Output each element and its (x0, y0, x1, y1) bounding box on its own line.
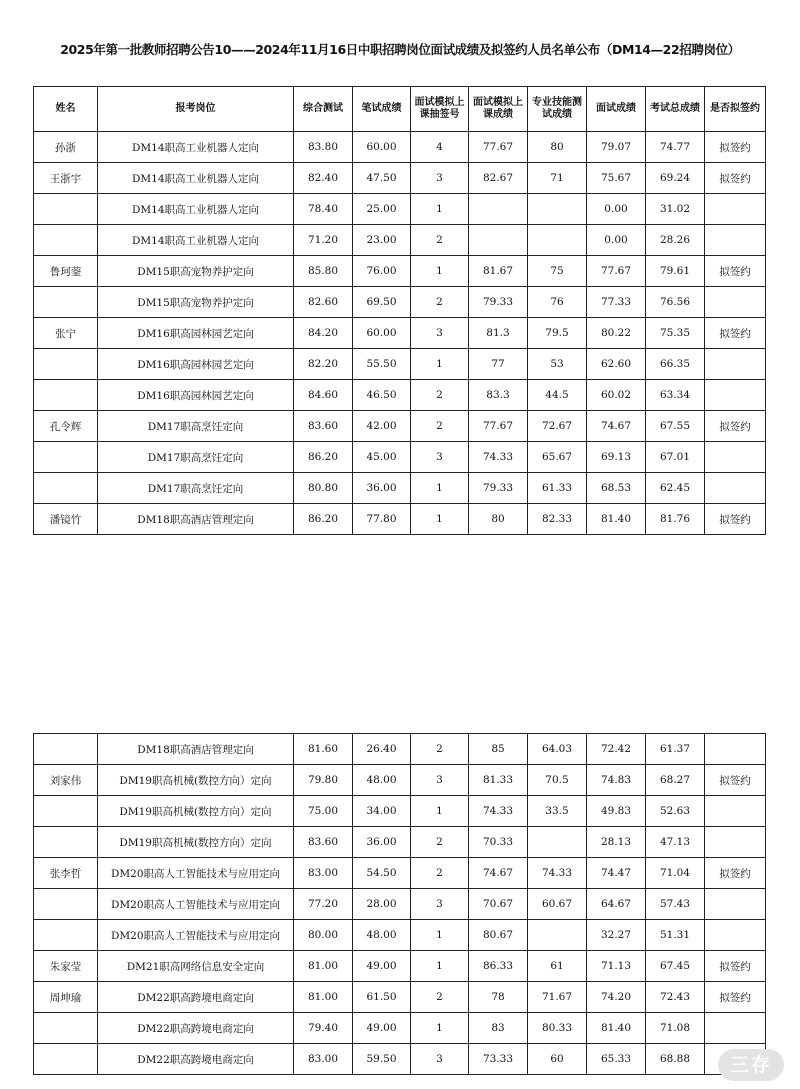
cell-skill-test-score: 75 (528, 256, 587, 287)
cell-draw-number: 1 (411, 194, 469, 225)
header-position: 报考岗位 (98, 87, 294, 132)
cell-mock-lesson-score: 74.33 (469, 442, 528, 473)
cell-sign-status: 拟签约 (705, 951, 766, 982)
header-comprehensive-test: 综合测试 (294, 87, 353, 132)
table-row (34, 132, 766, 163)
cell-mock-lesson-score: 83 (469, 1013, 528, 1044)
cell-position: DM22职高跨境电商定向 (98, 982, 294, 1013)
cell-skill-test-score: 72.67 (528, 411, 587, 442)
cell-draw-number: 1 (411, 1013, 469, 1044)
header-total-score: 考试总成绩 (646, 87, 705, 132)
cell-sign-status: 拟签约 (705, 504, 766, 535)
cell-draw-number: 3 (411, 889, 469, 920)
cell-total-score: 72.43 (646, 982, 705, 1013)
cell-skill-test-score: 71.67 (528, 982, 587, 1013)
cell-comprehensive-test: 83.00 (294, 858, 353, 889)
cell-interview-score: 74.67 (587, 411, 646, 442)
cell-comprehensive-test: 71.20 (294, 225, 353, 256)
cell-draw-number: 4 (411, 132, 469, 163)
cell-written-score: 77.80 (353, 504, 411, 535)
cell-name (34, 734, 98, 765)
cell-draw-number: 1 (411, 473, 469, 504)
cell-interview-score: 68.53 (587, 473, 646, 504)
cell-position: DM21职高网络信息安全定向 (98, 951, 294, 982)
cell-mock-lesson-score: 83.3 (469, 380, 528, 411)
cell-mock-lesson-score: 80 (469, 504, 528, 535)
cell-interview-score: 0.00 (587, 194, 646, 225)
cell-draw-number: 1 (411, 951, 469, 982)
cell-comprehensive-test: 83.60 (294, 827, 353, 858)
cell-skill-test-score: 60.67 (528, 889, 587, 920)
cell-mock-lesson-score: 82.67 (469, 163, 528, 194)
cell-skill-test-score: 80.33 (528, 1013, 587, 1044)
cell-name (34, 889, 98, 920)
cell-sign-status: 拟签约 (705, 163, 766, 194)
header-name: 姓名 (34, 87, 98, 132)
cell-interview-score: 49.83 (587, 796, 646, 827)
cell-draw-number: 2 (411, 827, 469, 858)
cell-sign-status (705, 1013, 766, 1044)
cell-position: DM14职高工业机器人定向 (98, 163, 294, 194)
cell-name (34, 1013, 98, 1044)
cell-interview-score: 60.02 (587, 380, 646, 411)
table-row (34, 858, 766, 889)
cell-mock-lesson-score: 77.67 (469, 132, 528, 163)
cell-written-score: 61.50 (353, 982, 411, 1013)
cell-name (34, 225, 98, 256)
cell-total-score: 76.56 (646, 287, 705, 318)
cell-position: DM17职高烹饪定向 (98, 473, 294, 504)
cell-written-score: 60.00 (353, 318, 411, 349)
cell-mock-lesson-score: 70.67 (469, 889, 528, 920)
table-row (34, 1013, 766, 1044)
cell-sign-status: 拟签约 (705, 256, 766, 287)
cell-comprehensive-test: 82.60 (294, 287, 353, 318)
cell-draw-number: 2 (411, 858, 469, 889)
cell-sign-status (705, 225, 766, 256)
cell-written-score: 49.00 (353, 1013, 411, 1044)
cell-sign-status (705, 473, 766, 504)
table-row (34, 225, 766, 256)
cell-comprehensive-test: 84.60 (294, 380, 353, 411)
cell-sign-status (705, 920, 766, 951)
cell-comprehensive-test: 80.00 (294, 920, 353, 951)
cell-mock-lesson-score: 73.33 (469, 1044, 528, 1075)
cell-name: 朱家莹 (34, 951, 98, 982)
cell-draw-number: 2 (411, 982, 469, 1013)
header-sign-status: 是否拟签约 (705, 87, 766, 132)
header-row (34, 87, 766, 132)
cell-total-score: 66.35 (646, 349, 705, 380)
cell-position: DM20职高人工智能技术与应用定向 (98, 858, 294, 889)
cell-total-score: 47.13 (646, 827, 705, 858)
cell-written-score: 36.00 (353, 473, 411, 504)
cell-draw-number: 1 (411, 256, 469, 287)
table-row (34, 256, 766, 287)
cell-comprehensive-test: 80.80 (294, 473, 353, 504)
header-skill-test-score: 专业技能测试成绩 (528, 87, 587, 132)
cell-position: DM15职高宠物养护定向 (98, 256, 294, 287)
cell-comprehensive-test: 81.00 (294, 951, 353, 982)
cell-total-score: 71.04 (646, 858, 705, 889)
cell-name (34, 194, 98, 225)
table-row (34, 411, 766, 442)
cell-interview-score: 65.33 (587, 1044, 646, 1075)
cell-name: 王浙宇 (34, 163, 98, 194)
cell-written-score: 28.00 (353, 889, 411, 920)
cell-written-score: 55.50 (353, 349, 411, 380)
cell-interview-score: 74.20 (587, 982, 646, 1013)
cell-skill-test-score (528, 920, 587, 951)
cell-skill-test-score: 53 (528, 349, 587, 380)
cell-sign-status (705, 796, 766, 827)
cell-total-score: 28.26 (646, 225, 705, 256)
cell-sign-status (705, 889, 766, 920)
cell-written-score: 23.00 (353, 225, 411, 256)
cell-skill-test-score: 64.03 (528, 734, 587, 765)
table-row (34, 380, 766, 411)
table-row (34, 982, 766, 1013)
cell-written-score: 59.50 (353, 1044, 411, 1075)
cell-total-score: 71.08 (646, 1013, 705, 1044)
cell-position: DM19职高机械(数控方向）定向 (98, 827, 294, 858)
cell-comprehensive-test: 83.60 (294, 411, 353, 442)
cell-sign-status (705, 287, 766, 318)
cell-written-score: 54.50 (353, 858, 411, 889)
cell-written-score: 26.40 (353, 734, 411, 765)
cell-comprehensive-test: 81.60 (294, 734, 353, 765)
cell-sign-status (705, 194, 766, 225)
cell-position: DM20职高人工智能技术与应用定向 (98, 920, 294, 951)
table-row (34, 287, 766, 318)
cell-total-score: 79.61 (646, 256, 705, 287)
cell-sign-status (705, 380, 766, 411)
cell-total-score: 67.45 (646, 951, 705, 982)
cell-position: DM20职高人工智能技术与应用定向 (98, 889, 294, 920)
cell-mock-lesson-score: 79.33 (469, 473, 528, 504)
cell-name: 刘家伟 (34, 765, 98, 796)
table-row (34, 765, 766, 796)
cell-name: 张宁 (34, 318, 98, 349)
cell-total-score: 51.31 (646, 920, 705, 951)
cell-written-score: 47.50 (353, 163, 411, 194)
cell-total-score: 67.55 (646, 411, 705, 442)
cell-sign-status (705, 734, 766, 765)
cell-interview-score: 62.60 (587, 349, 646, 380)
cell-mock-lesson-score: 79.33 (469, 287, 528, 318)
cell-sign-status (705, 827, 766, 858)
cell-position: DM22职高跨境电商定向 (98, 1044, 294, 1075)
cell-interview-score: 81.40 (587, 1013, 646, 1044)
cell-name: 潘镜竹 (34, 504, 98, 535)
cell-interview-score: 32.27 (587, 920, 646, 951)
cell-skill-test-score (528, 225, 587, 256)
table-row (34, 318, 766, 349)
cell-written-score: 48.00 (353, 765, 411, 796)
cell-comprehensive-test: 75.00 (294, 796, 353, 827)
cell-total-score: 81.76 (646, 504, 705, 535)
cell-written-score: 46.50 (353, 380, 411, 411)
cell-comprehensive-test: 82.20 (294, 349, 353, 380)
cell-name: 张李哲 (34, 858, 98, 889)
cell-position: DM16职高园林园艺定向 (98, 318, 294, 349)
cell-sign-status (705, 442, 766, 473)
cell-total-score: 74.77 (646, 132, 705, 163)
header-written-score: 笔试成绩 (353, 87, 411, 132)
cell-interview-score: 69.13 (587, 442, 646, 473)
cell-interview-score: 64.67 (587, 889, 646, 920)
table-row (34, 1044, 766, 1075)
table-row (34, 827, 766, 858)
cell-skill-test-score: 61 (528, 951, 587, 982)
header-interview-score: 面试成绩 (587, 87, 646, 132)
cell-skill-test-score: 44.5 (528, 380, 587, 411)
cell-mock-lesson-score: 81.33 (469, 765, 528, 796)
cell-mock-lesson-score: 70.33 (469, 827, 528, 858)
cell-position: DM16职高园林园艺定向 (98, 380, 294, 411)
table-row (34, 734, 766, 765)
cell-skill-test-score: 76 (528, 287, 587, 318)
cell-mock-lesson-score: 80.67 (469, 920, 528, 951)
cell-total-score: 57.43 (646, 889, 705, 920)
cell-mock-lesson-score (469, 194, 528, 225)
cell-skill-test-score: 61.33 (528, 473, 587, 504)
cell-sign-status: 拟签约 (705, 765, 766, 796)
cell-interview-score: 0.00 (587, 225, 646, 256)
cell-draw-number: 1 (411, 349, 469, 380)
cell-name (34, 1044, 98, 1075)
page-title: 2025年第一批教师招聘公告10——2024年11月16日中职招聘岗位面试成绩及拟签约人员名单公布（DM14—22招聘岗位） (60, 42, 740, 57)
cell-interview-score: 79.07 (587, 132, 646, 163)
cell-position: DM15职高宠物养护定向 (98, 287, 294, 318)
cell-written-score: 36.00 (353, 827, 411, 858)
cell-name (34, 442, 98, 473)
cell-draw-number: 2 (411, 734, 469, 765)
table-row (34, 889, 766, 920)
table-row (34, 163, 766, 194)
cell-sign-status: 拟签约 (705, 411, 766, 442)
cell-draw-number: 3 (411, 442, 469, 473)
cell-name (34, 796, 98, 827)
cell-total-score: 52.63 (646, 796, 705, 827)
cell-interview-score: 72.42 (587, 734, 646, 765)
cell-skill-test-score: 71 (528, 163, 587, 194)
cell-mock-lesson-score: 85 (469, 734, 528, 765)
cell-draw-number: 1 (411, 920, 469, 951)
cell-written-score: 48.00 (353, 920, 411, 951)
cell-skill-test-score: 70.5 (528, 765, 587, 796)
cell-comprehensive-test: 84.20 (294, 318, 353, 349)
cell-skill-test-score (528, 194, 587, 225)
cell-mock-lesson-score: 86.33 (469, 951, 528, 982)
table-row (34, 442, 766, 473)
cell-sign-status: 拟签约 (705, 318, 766, 349)
header-draw-number: 面试模拟上课抽签号 (411, 87, 469, 132)
cell-name (34, 827, 98, 858)
cell-draw-number: 3 (411, 765, 469, 796)
cell-total-score: 69.24 (646, 163, 705, 194)
results-table-part1 (33, 86, 766, 535)
cell-position: DM14职高工业机器人定向 (98, 194, 294, 225)
table-row (34, 504, 766, 535)
cell-skill-test-score: 65.67 (528, 442, 587, 473)
cell-total-score: 68.88 (646, 1044, 705, 1075)
header-mock-lesson-score: 面试模拟上课成绩 (469, 87, 528, 132)
table-row (34, 796, 766, 827)
cell-position: DM18职高酒店管理定向 (98, 734, 294, 765)
cell-draw-number: 3 (411, 318, 469, 349)
table-row (34, 194, 766, 225)
cell-draw-number: 3 (411, 1044, 469, 1075)
cell-name (34, 920, 98, 951)
cell-position: DM22职高跨境电商定向 (98, 1013, 294, 1044)
cell-interview-score: 28.13 (587, 827, 646, 858)
cell-draw-number: 2 (411, 411, 469, 442)
cell-sign-status: 拟签约 (705, 858, 766, 889)
cell-interview-score: 74.83 (587, 765, 646, 796)
cell-comprehensive-test: 81.00 (294, 982, 353, 1013)
cell-interview-score: 74.47 (587, 858, 646, 889)
cell-total-score: 61.37 (646, 734, 705, 765)
cell-draw-number: 1 (411, 504, 469, 535)
cell-skill-test-score (528, 827, 587, 858)
cell-comprehensive-test: 79.80 (294, 765, 353, 796)
table-row (34, 920, 766, 951)
cell-interview-score: 81.40 (587, 504, 646, 535)
results-table-part2 (33, 733, 766, 1075)
cell-interview-score: 71.13 (587, 951, 646, 982)
cell-written-score: 69.50 (353, 287, 411, 318)
cell-draw-number: 2 (411, 287, 469, 318)
cell-mock-lesson-score: 74.33 (469, 796, 528, 827)
watermark-logo: 三存 (718, 1049, 784, 1081)
cell-sign-status: 拟签约 (705, 132, 766, 163)
cell-skill-test-score: 33.5 (528, 796, 587, 827)
cell-comprehensive-test: 79.40 (294, 1013, 353, 1044)
cell-comprehensive-test: 78.40 (294, 194, 353, 225)
cell-position: DM19职高机械(数控方向）定向 (98, 796, 294, 827)
cell-total-score: 62.45 (646, 473, 705, 504)
cell-interview-score: 75.67 (587, 163, 646, 194)
cell-draw-number: 3 (411, 163, 469, 194)
cell-interview-score: 77.33 (587, 287, 646, 318)
cell-name: 孙浙 (34, 132, 98, 163)
cell-position: DM19职高机械(数控方向）定向 (98, 765, 294, 796)
cell-skill-test-score: 74.33 (528, 858, 587, 889)
cell-written-score: 45.00 (353, 442, 411, 473)
cell-written-score: 42.00 (353, 411, 411, 442)
cell-position: DM17职高烹饪定向 (98, 442, 294, 473)
cell-name (34, 349, 98, 380)
cell-mock-lesson-score: 77.67 (469, 411, 528, 442)
cell-skill-test-score: 82.33 (528, 504, 587, 535)
cell-mock-lesson-score (469, 225, 528, 256)
table-row (34, 349, 766, 380)
cell-total-score: 31.02 (646, 194, 705, 225)
cell-draw-number: 1 (411, 796, 469, 827)
cell-skill-test-score: 80 (528, 132, 587, 163)
cell-draw-number: 2 (411, 225, 469, 256)
cell-total-score: 63.34 (646, 380, 705, 411)
cell-comprehensive-test: 85.80 (294, 256, 353, 287)
table-row (34, 951, 766, 982)
cell-name (34, 287, 98, 318)
cell-name (34, 380, 98, 411)
cell-written-score: 34.00 (353, 796, 411, 827)
cell-position: DM14职高工业机器人定向 (98, 225, 294, 256)
cell-name: 孔令辉 (34, 411, 98, 442)
cell-mock-lesson-score: 74.67 (469, 858, 528, 889)
cell-skill-test-score: 60 (528, 1044, 587, 1075)
cell-written-score: 25.00 (353, 194, 411, 225)
cell-comprehensive-test: 86.20 (294, 504, 353, 535)
cell-position: DM16职高园林园艺定向 (98, 349, 294, 380)
cell-draw-number: 2 (411, 380, 469, 411)
cell-written-score: 49.00 (353, 951, 411, 982)
cell-name (34, 473, 98, 504)
cell-total-score: 75.35 (646, 318, 705, 349)
cell-total-score: 67.01 (646, 442, 705, 473)
cell-sign-status: 拟签约 (705, 982, 766, 1013)
cell-mock-lesson-score: 77 (469, 349, 528, 380)
cell-interview-score: 77.67 (587, 256, 646, 287)
cell-interview-score: 80.22 (587, 318, 646, 349)
cell-skill-test-score: 79.5 (528, 318, 587, 349)
cell-comprehensive-test: 86.20 (294, 442, 353, 473)
table-row (34, 473, 766, 504)
cell-comprehensive-test: 77.20 (294, 889, 353, 920)
cell-mock-lesson-score: 81.67 (469, 256, 528, 287)
cell-name: 鲁珂蓥 (34, 256, 98, 287)
cell-name: 周坤瑜 (34, 982, 98, 1013)
cell-written-score: 60.00 (353, 132, 411, 163)
cell-position: DM17职高烹饪定向 (98, 411, 294, 442)
cell-total-score: 68.27 (646, 765, 705, 796)
cell-position: DM14职高工业机器人定向 (98, 132, 294, 163)
cell-comprehensive-test: 83.80 (294, 132, 353, 163)
cell-position: DM18职高酒店管理定向 (98, 504, 294, 535)
cell-mock-lesson-score: 81.3 (469, 318, 528, 349)
cell-comprehensive-test: 83.00 (294, 1044, 353, 1075)
cell-written-score: 76.00 (353, 256, 411, 287)
cell-comprehensive-test: 82.40 (294, 163, 353, 194)
cell-mock-lesson-score: 78 (469, 982, 528, 1013)
cell-sign-status (705, 349, 766, 380)
